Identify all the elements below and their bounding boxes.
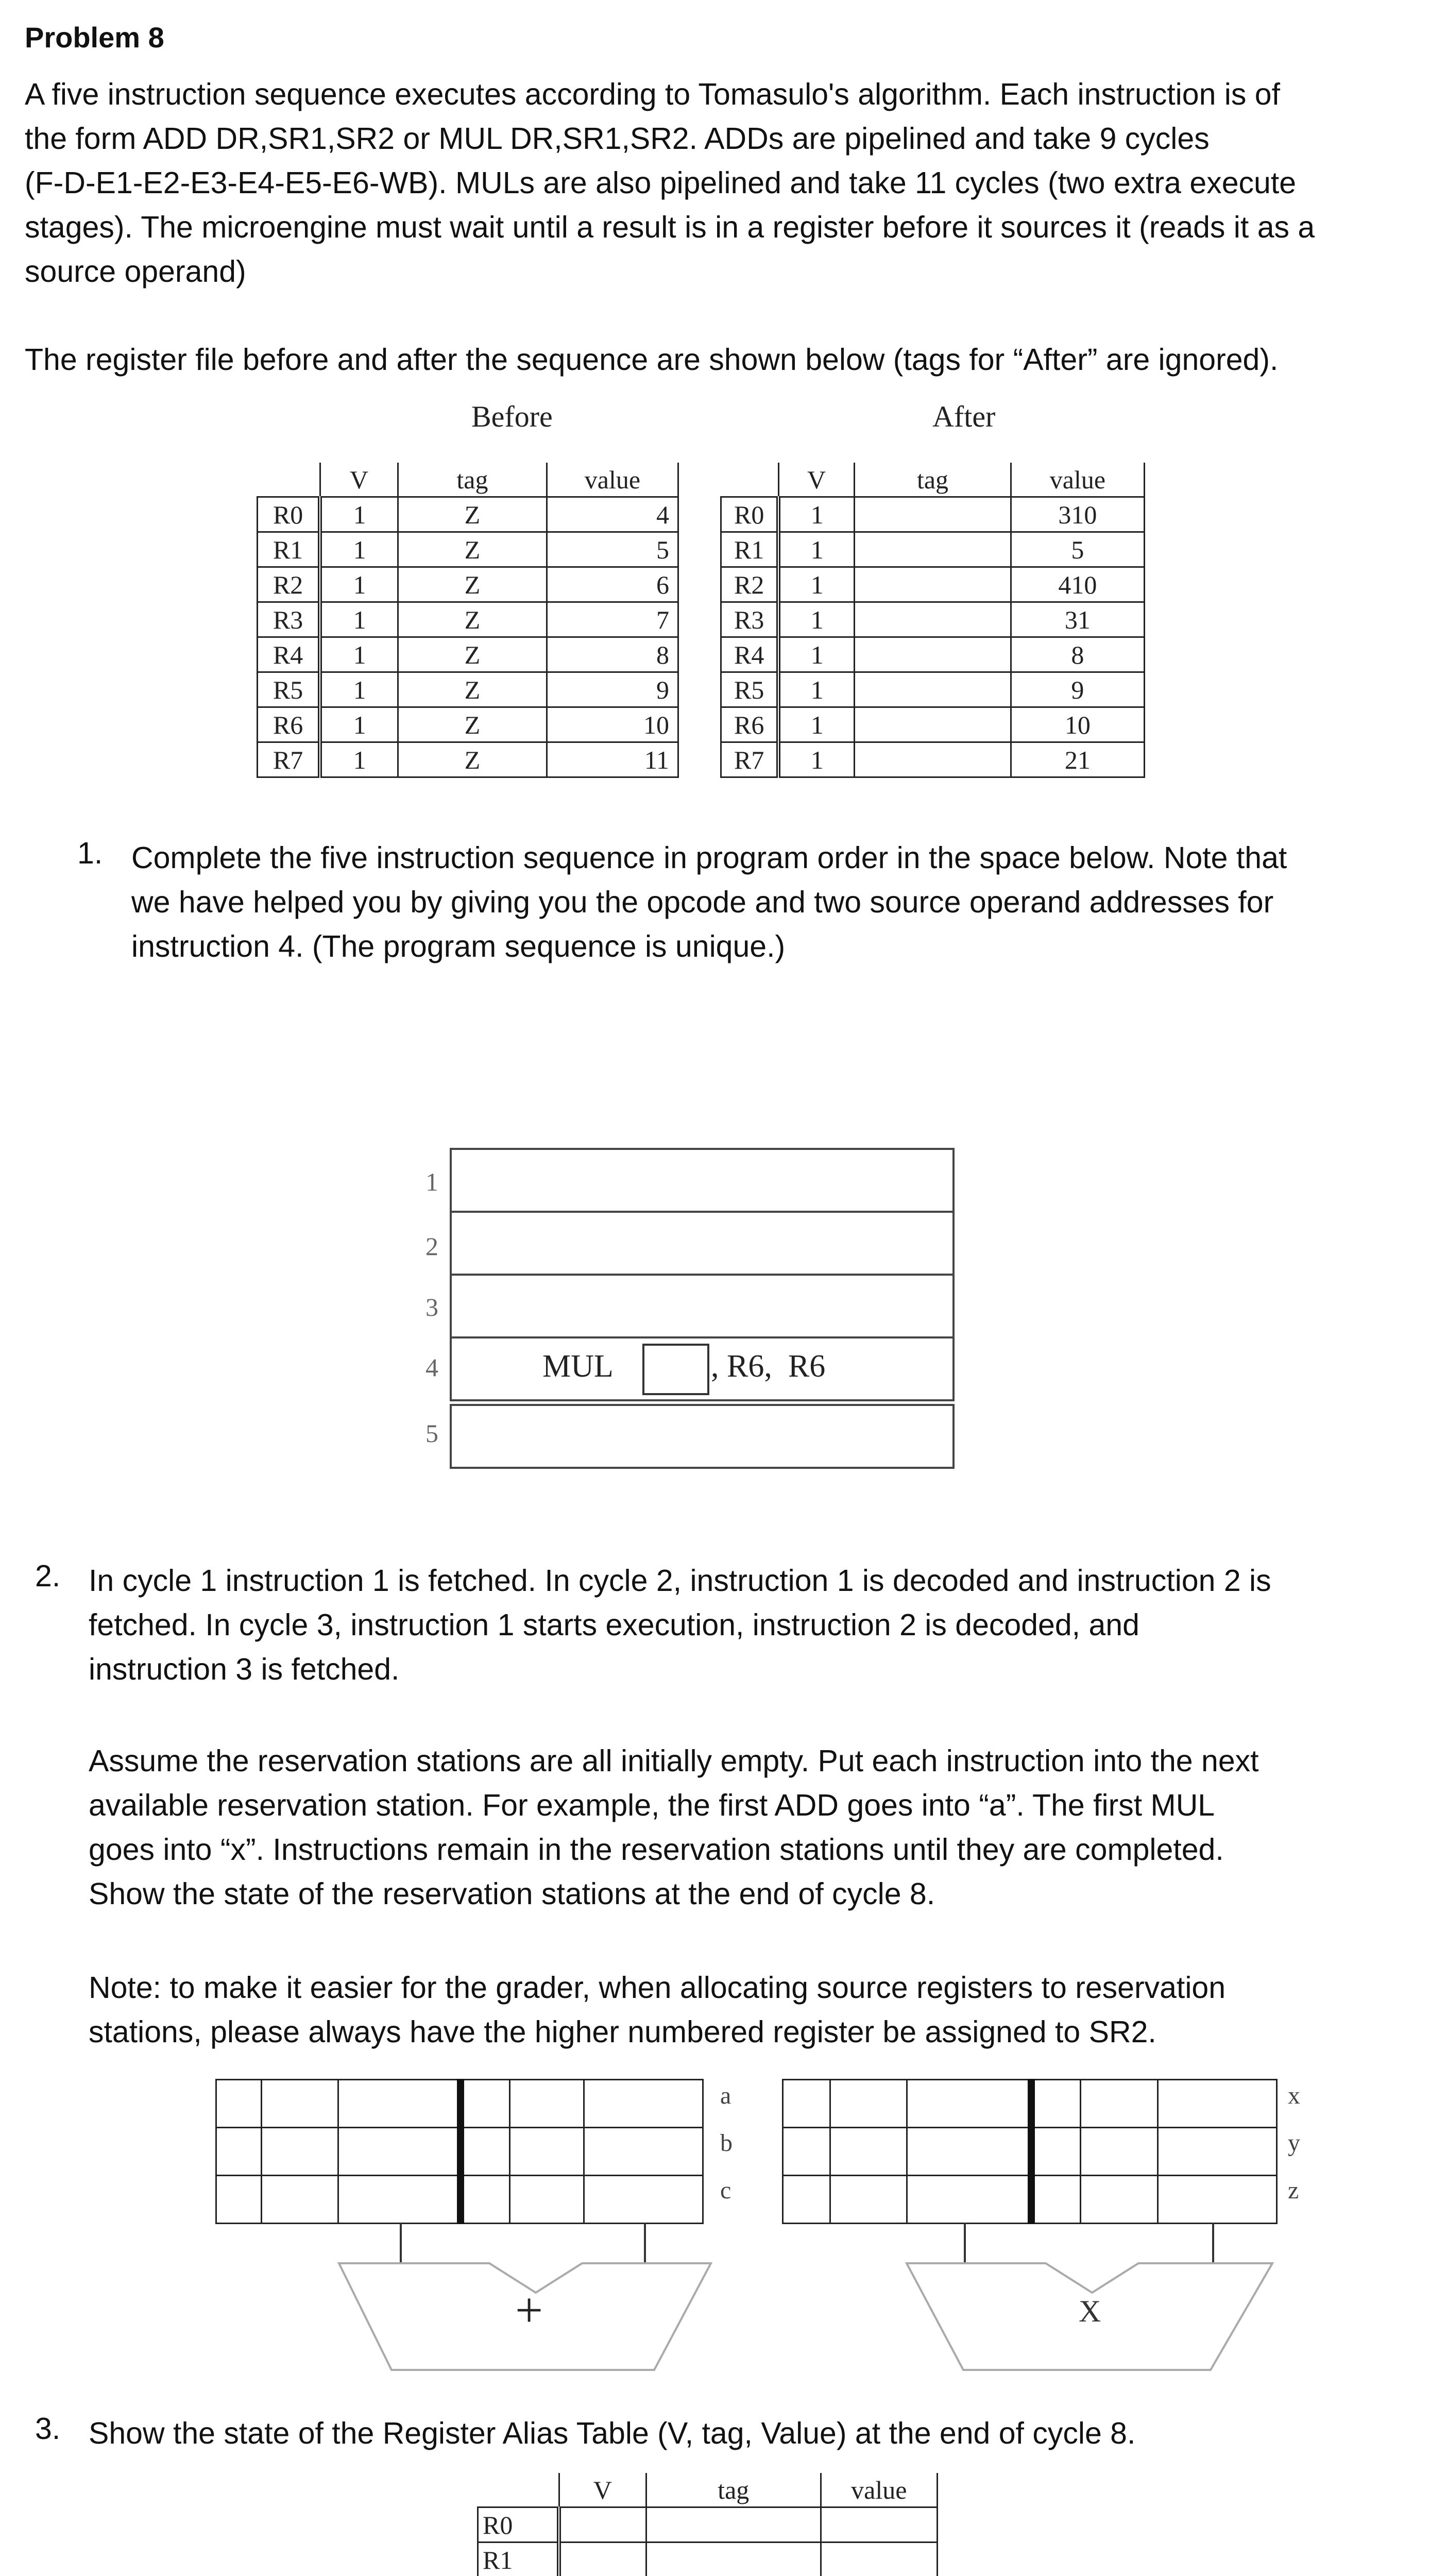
register-value: 4	[547, 497, 678, 532]
multiplier-symbol: X	[1079, 2294, 1101, 2328]
rs-label-z: z	[1288, 2177, 1299, 2204]
register-name: R6	[258, 707, 320, 742]
q1-line: Complete the five instruction sequence in program order in the space below. Note that	[131, 841, 1287, 875]
register-value: 10	[547, 707, 678, 742]
q2-line: available reservation station. For example, the first ADD goes into “a”. The first MUL	[89, 1788, 1215, 1822]
register-alias-table	[477, 2473, 938, 2576]
rat-tag-cell[interactable]	[646, 2543, 821, 2576]
register-row-r2	[721, 567, 1145, 602]
register-tag	[855, 497, 1011, 532]
register-value: 410	[1011, 567, 1144, 602]
register-row-r7	[721, 742, 1145, 777]
register-row-r3	[721, 602, 1145, 637]
register-tag	[855, 602, 1011, 637]
instruction-slot-3[interactable]	[450, 1274, 955, 1338]
register-valid: 1	[320, 567, 398, 602]
register-value: 11	[547, 742, 678, 777]
instruction-slot-1[interactable]	[450, 1148, 955, 1213]
rs-row-b	[216, 2128, 703, 2176]
register-tag: Z	[398, 602, 547, 637]
register-value: 6	[547, 567, 678, 602]
register-name: R3	[258, 602, 320, 637]
before-label: Before	[471, 400, 553, 433]
register-value: 9	[1011, 672, 1144, 707]
q2-text-2	[89, 1739, 1438, 1916]
register-tag	[855, 532, 1011, 567]
rs-label-b: b	[720, 2129, 733, 2157]
q2-line: In cycle 1 instruction 1 is fetched. In cycle 2, instruction 1 is decoded and instruction 2 is	[89, 1564, 1271, 1598]
register-row-r6	[258, 707, 678, 742]
register-name: R7	[721, 742, 779, 777]
intro-line: stages). The microengine must wait until a result is in a register before it sources it (reads it as a	[25, 210, 1315, 244]
register-name: R5	[258, 672, 320, 707]
rat-valid-cell[interactable]	[559, 2543, 646, 2576]
q2-line: Show the state of the reservation stations at the end of cycle 8.	[89, 1877, 935, 1911]
register-tag: Z	[398, 707, 547, 742]
register-tag	[855, 637, 1011, 672]
after-label: After	[932, 400, 996, 433]
register-valid: 1	[778, 532, 854, 567]
register-valid: 1	[320, 707, 398, 742]
register-valid: 1	[320, 742, 398, 777]
after-register-table	[720, 463, 1145, 778]
rs-row-y	[783, 2128, 1277, 2176]
register-value: 7	[547, 602, 678, 637]
register-valid: 1	[778, 602, 854, 637]
register-row-r5	[721, 672, 1145, 707]
rs-row-x	[783, 2080, 1277, 2128]
register-valid: 1	[778, 567, 854, 602]
register-name: R1	[721, 532, 779, 567]
register-valid: 1	[320, 602, 398, 637]
register-value: 8	[547, 637, 678, 672]
q2-line: instruction 3 is fetched.	[89, 1652, 400, 1686]
register-tag: Z	[398, 742, 547, 777]
rat-row-r0	[478, 2507, 938, 2543]
col-tag: tag	[646, 2473, 821, 2507]
register-row-r1	[721, 532, 1145, 567]
register-valid: 1	[778, 497, 854, 532]
adder-symbol: +	[515, 2282, 543, 2337]
instruction-number: 4	[425, 1353, 438, 1382]
col-v: V	[778, 463, 854, 497]
register-valid: 1	[778, 672, 854, 707]
register-name: R3	[721, 602, 779, 637]
register-row-r4	[721, 637, 1145, 672]
register-valid: 1	[778, 707, 854, 742]
register-name: R4	[721, 637, 779, 672]
q2-line: Assume the reservation stations are all initially empty. Put each instruction into the next	[89, 1744, 1259, 1778]
register-tag	[855, 672, 1011, 707]
register-value: 21	[1011, 742, 1144, 777]
before-register-table	[257, 463, 679, 778]
register-tag	[855, 742, 1011, 777]
register-row-r2	[258, 567, 678, 602]
add-reservation-stations	[215, 2079, 704, 2224]
q1-line: instruction 4. (The program sequence is unique.)	[131, 929, 786, 963]
rat-value-cell[interactable]	[821, 2543, 937, 2576]
register-name: R1	[258, 532, 320, 567]
intro-line: source operand)	[25, 255, 246, 289]
register-value: 9	[547, 672, 678, 707]
register-value: 5	[1011, 532, 1144, 567]
instruction-number: 1	[425, 1167, 438, 1196]
intro-line: (F-D-E1-E2-E3-E4-E5-E6-WB). MULs are also pipelined and take 11 cycles (two extra execute	[25, 166, 1297, 200]
register-tag	[855, 707, 1011, 742]
register-valid: 1	[320, 532, 398, 567]
q1-line: we have helped you by giving you the opcode and two source operand addresses for	[131, 885, 1274, 919]
rs-label-x: x	[1288, 2082, 1300, 2109]
col-v: V	[320, 463, 398, 497]
instruction-number: 2	[425, 1232, 438, 1261]
col-tag: tag	[855, 463, 1011, 497]
q2-line: goes into “x”. Instructions remain in the reservation stations until they are completed.	[89, 1833, 1224, 1867]
rat-valid-cell[interactable]	[559, 2507, 646, 2543]
register-name: R2	[258, 567, 320, 602]
register-valid: 1	[320, 637, 398, 672]
register-row-r0	[721, 497, 1145, 532]
functional-units-diagram	[0, 2215, 1447, 2411]
q2-line: fetched. In cycle 3, instruction 1 starts execution, instruction 2 is decoded, and	[89, 1608, 1139, 1642]
register-tag	[855, 567, 1011, 602]
instruction-slot-2[interactable]	[450, 1211, 955, 1276]
mul-reservation-stations	[782, 2079, 1278, 2224]
register-name: R5	[721, 672, 779, 707]
q1-text	[131, 836, 1419, 969]
register-name: R4	[258, 637, 320, 672]
register-value: 10	[1011, 707, 1144, 742]
register-tag: Z	[398, 497, 547, 532]
register-tag: Z	[398, 532, 547, 567]
regfile-sentence: The register file before and after the sequence are shown below (tags for “After” are ignored).	[25, 343, 1279, 377]
register-name: R2	[721, 567, 779, 602]
rat-value-cell[interactable]	[821, 2507, 937, 2543]
register-name: R6	[721, 707, 779, 742]
register-valid: 1	[320, 497, 398, 532]
problem-title: Problem 8	[25, 21, 164, 54]
register-value: 31	[1011, 602, 1144, 637]
rs-row-a	[216, 2080, 703, 2128]
register-row-r3	[258, 602, 678, 637]
register-name: R0	[258, 497, 320, 532]
col-tag: tag	[398, 463, 547, 497]
register-row-r1	[258, 532, 678, 567]
rs-label-c: c	[720, 2177, 731, 2204]
q3-number: 3.	[35, 2412, 61, 2446]
register-value: 310	[1011, 497, 1144, 532]
register-tag: Z	[398, 637, 547, 672]
register-row-r6	[721, 707, 1145, 742]
register-tag: Z	[398, 672, 547, 707]
register-row-r7	[258, 742, 678, 777]
q2-text	[89, 1558, 1438, 1691]
register-valid: 1	[320, 672, 398, 707]
q2-note	[89, 1965, 1438, 2054]
instr4-opcode: MUL	[542, 1349, 614, 1384]
instr4-dest-blank[interactable]	[642, 1344, 709, 1395]
rs-label-y: y	[1288, 2129, 1300, 2157]
register-valid: 1	[778, 637, 854, 672]
register-value: 5	[547, 532, 678, 567]
register-name: R1	[478, 2543, 559, 2576]
register-valid: 1	[778, 742, 854, 777]
q2-line: Note: to make it easier for the grader, when allocating source registers to reservation	[89, 1971, 1226, 2005]
col-value: value	[821, 2473, 937, 2507]
q1-number: 1.	[77, 836, 103, 870]
register-row-r4	[258, 637, 678, 672]
rat-row-r1	[478, 2543, 938, 2576]
col-value: value	[547, 463, 678, 497]
q2-number: 2.	[35, 1559, 61, 1593]
intro-line: A five instruction sequence executes according to Tomasulo's algorithm. Each instruction is of	[25, 77, 1281, 111]
register-name: R7	[258, 742, 320, 777]
intro-paragraph	[25, 72, 1426, 294]
register-row-r5	[258, 672, 678, 707]
intro-line: the form ADD DR,SR1,SR2 or MUL DR,SR1,SR2. ADDs are pipelined and take 9 cycles	[25, 122, 1210, 156]
q3-text: Show the state of the Register Alias Table (V, tag, Value) at the end of cycle 8.	[89, 2416, 1136, 2450]
register-name: R0	[478, 2507, 559, 2543]
instruction-number: 5	[425, 1419, 438, 1448]
col-value: value	[1011, 463, 1144, 497]
instruction-slot-5[interactable]	[450, 1404, 955, 1469]
register-tag: Z	[398, 567, 547, 602]
rs-label-a: a	[720, 2082, 731, 2109]
register-name: R0	[721, 497, 779, 532]
col-v: V	[559, 2473, 646, 2507]
q2-line: stations, please always have the higher numbered register be assigned to SR2.	[89, 2015, 1156, 2049]
register-value: 8	[1011, 637, 1144, 672]
instr4-sources: , R6, R6	[711, 1349, 826, 1384]
instruction-number: 3	[425, 1293, 438, 1321]
register-row-r0	[258, 497, 678, 532]
rat-tag-cell[interactable]	[646, 2507, 821, 2543]
